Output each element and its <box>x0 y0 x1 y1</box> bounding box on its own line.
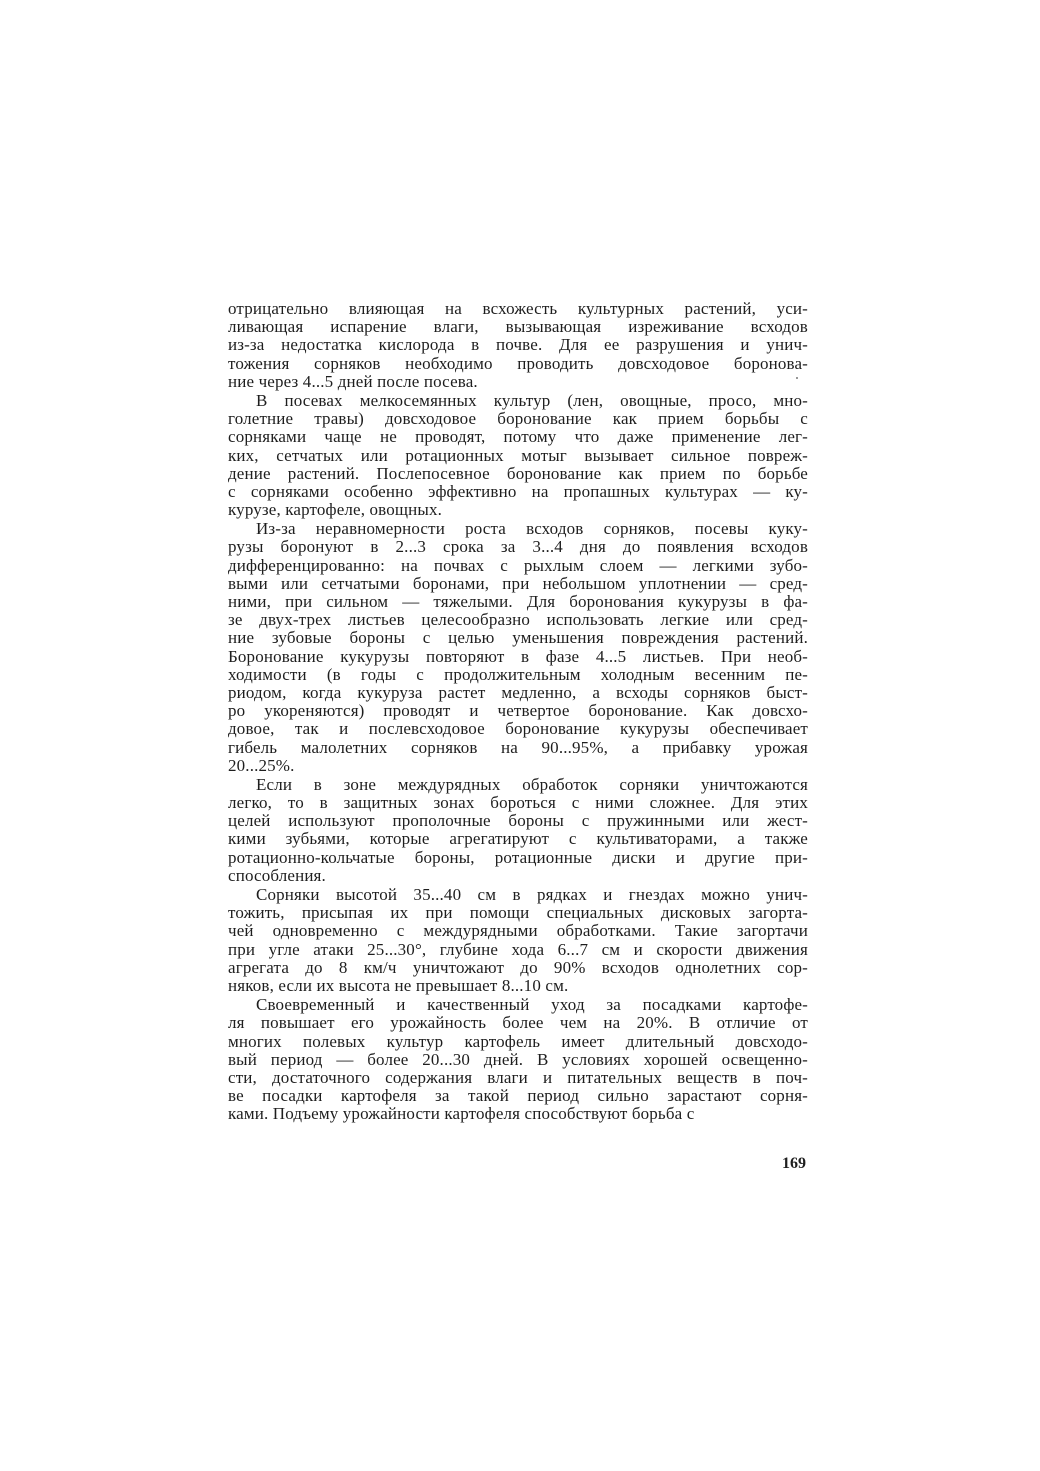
text-line: тожить, присыпая их при помощи специальных дисковых загорта- <box>228 903 808 923</box>
paragraph <box>228 886 808 995</box>
text-line: легко, то в защитных зонах бороться с ними сложнее. Для этих <box>228 793 808 813</box>
text-line: отрицательно влияющая на всхожесть культурных растений, уси- <box>228 299 808 318</box>
paragraph <box>228 392 808 519</box>
text-line: из-за недостатка кислорода в почве. Для ее разрушения и унич- <box>228 335 808 355</box>
text-line: тожения сорняков необходимо проводить довсходовое боронова- <box>228 353 808 373</box>
text-line: В посевах мелкосемянных культур (лен, овощные, просо, мно- <box>256 390 808 410</box>
text-line: ходимости (в годы с продолжительным холодным весенним пе- <box>228 664 808 684</box>
text-line: Своевременный и качественный уход за посадками картофе- <box>256 995 808 1015</box>
text-line: няков, если их высота не превышает 8...10 см. <box>228 975 569 995</box>
text-line: ними, при сильном — тяжелыми. Для боронования кукурузы в фа- <box>228 592 808 611</box>
text-line: с сорняками особенно эффективно на пропашных культурах — ку- <box>228 481 808 501</box>
text-line: ких, сетчатых или ротационных мотыг вызывает сильное повреж- <box>228 445 808 465</box>
text-line: голетние травы) довсходовое боронование как прием борьбы с <box>228 409 808 429</box>
text-line: риодом, когда кукуруза растет медленно, а всходы сорняков быст- <box>228 682 808 702</box>
text-line: ве посадки картофеля за такой период сильно зарастают сорня- <box>228 1086 808 1106</box>
text-line: ля повышает его урожайность более чем на 20%. В отличие от <box>228 1013 808 1033</box>
text-line: ками. Подъему урожайности картофеля способствуют борьба с <box>228 1104 695 1124</box>
text-line: довое, так и послевсходовое боронование кукурузы обеспечивает <box>228 719 808 739</box>
text-line: дение растений. Послепосевное боронование как прием по борьбе <box>228 463 808 483</box>
text-line: многих полевых культур картофель имеет длительный довсходо- <box>228 1031 808 1051</box>
text-line: чей одновременно с междурядными обработками. Такие загортачи <box>228 921 808 941</box>
text-line: способления. <box>228 865 326 885</box>
text-line: сти, достаточного содержания влаги и питательных веществ в поч- <box>228 1067 808 1087</box>
text-line: 20...25%. <box>228 755 295 775</box>
text-line: ротационно-кольчатые бороны, ротационные диски и другие при- <box>228 847 808 867</box>
scan-speck <box>796 377 798 379</box>
text-line: кими зубьями, которые агрегатируют с культиваторами, а также <box>228 829 808 849</box>
paragraph <box>228 520 808 775</box>
text-line: сорняками чаще не проводят, потому что даже применение лег- <box>228 427 808 447</box>
text-line: курузе, картофеле, овощных. <box>228 500 442 520</box>
text-line: рузы боронуют в 2...3 срока за 3...4 дня до появления всходов <box>228 537 808 557</box>
text-line: ро укореняются) проводят и четвертое боронование. Как довсхо- <box>228 701 808 721</box>
text-line: дифференцированно: на почвах с рыхлым слоем — легкими зубо- <box>228 555 808 575</box>
text-line: гибель малолетних сорняков на 90...95%, а прибавку урожая <box>228 737 808 757</box>
text-line: ние через 4...5 дней после посева. <box>228 371 478 391</box>
paragraph <box>228 996 808 1123</box>
body-text <box>228 300 808 1124</box>
text-line: при угле атаки 25...30°, глубине хода 6...7 см и скорости движения <box>228 939 808 959</box>
text-line: выми или сетчатыми боронами, при небольшом уплотнении — сред- <box>228 573 808 593</box>
paragraph <box>228 776 808 885</box>
text-line: ние зубовые бороны с целью уменьшения повреждения растений. <box>228 628 808 648</box>
text-line: ливающая испарение влаги, вызывающая изреживание всходов <box>228 317 808 337</box>
text-line: вый период — более 20...30 дней. В условиях хорошей освещенно- <box>228 1049 808 1069</box>
text-line: агрегата до 8 км/ч уничтожают до 90% всходов однолетних сор- <box>228 957 808 977</box>
paragraph <box>228 300 808 391</box>
text-line: Сорняки высотой 35...40 см в рядках и гнездах можно унич- <box>256 885 808 904</box>
text-line: целей используют прополочные бороны с пружинными или жест- <box>228 811 808 831</box>
page-number: 169 <box>782 1155 806 1172</box>
text-line: Если в зоне междурядных обработок сорняки уничтожаются <box>256 774 808 794</box>
text-line: зе двух-трех листьев целесообразно использовать легкие или сред- <box>228 610 808 630</box>
text-line: Из-за неравномерности роста всходов сорняков, посевы куку- <box>256 519 808 539</box>
text-line: Боронование кукурузы повторяют в фазе 4...5 листьев. При необ- <box>228 646 808 666</box>
